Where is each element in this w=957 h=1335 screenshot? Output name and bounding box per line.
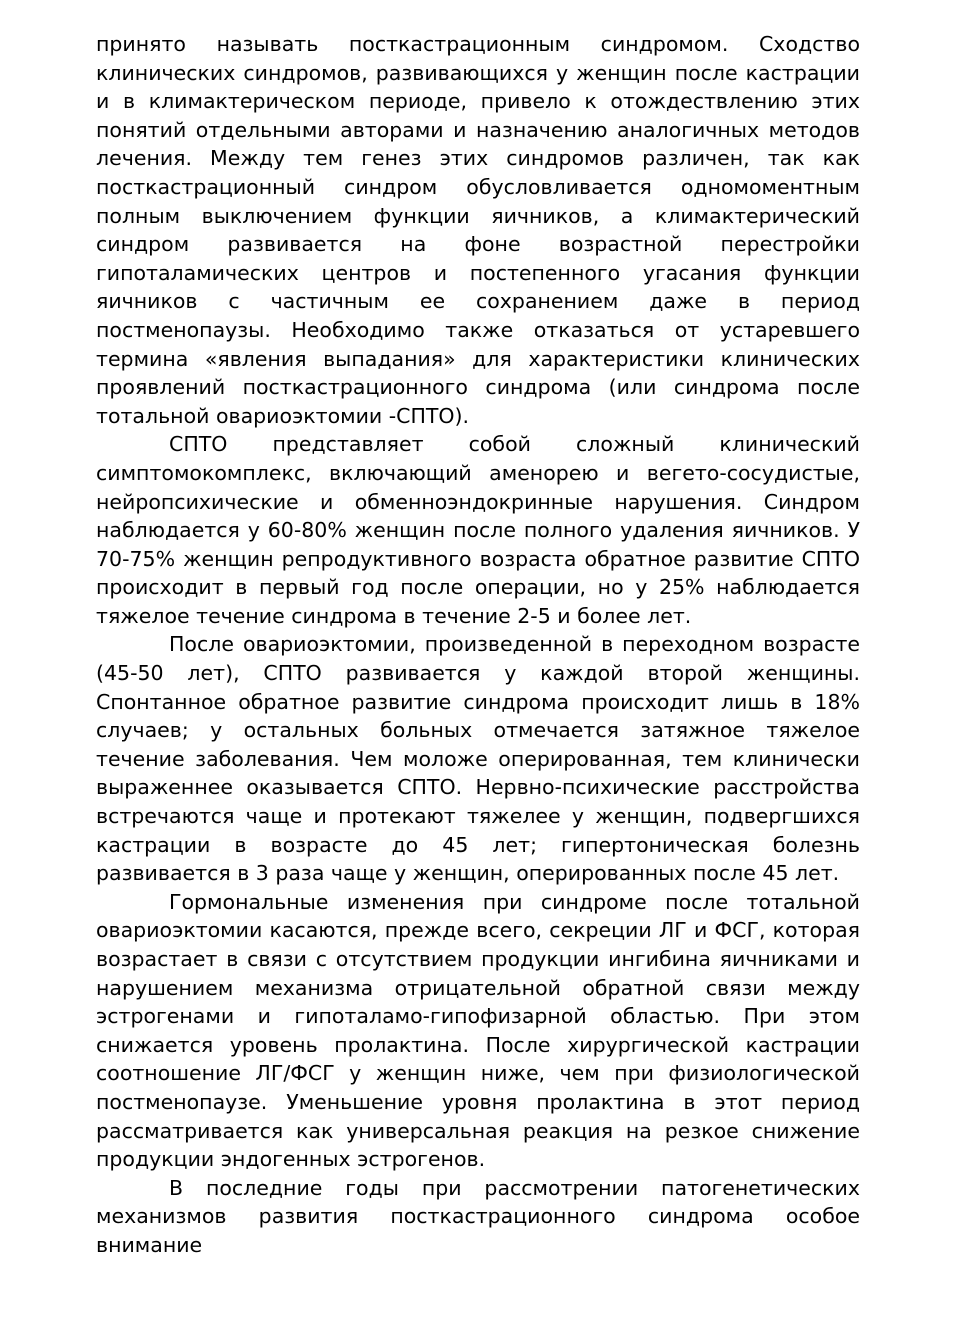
paragraph-3: После овариоэктомии, произведенной в переходном возрасте (45-50 лет), СПТО развивается у каждой второй женщины. Спонтанное обратное развитие синдрома происходит лишь в 18% случаев; у остальных больных отмечается затяжное тяжелое течение заболевания. Чем моложе оперированная, тем клинически выраженнее оказывается СПТО. Нервно-психические расстройства встречаются чаще и протекают тяжелее у женщин, подвергшихся кастрации в возрасте до 45 лет; гипертоническая болезнь развивается в 3 раза чаще у женщин, оперированных после 45 лет. bbox=[96, 632, 860, 886]
body-text bbox=[96, 30, 860, 1260]
paragraph-5: В последние годы при рассмотрении патогенетических механизмов развития посткастрационного синдрома особое внимание bbox=[96, 1175, 860, 1257]
paragraph-4: Гормональные изменения при синдроме после тотальной овариоэктомии касаются, прежде всего, секреции ЛГ и ФСГ, которая возрастает в связи с отсутствием продукции ингибина яичниками и нарушением механизма отрицательной обратной связи между эстрогенами и гипоталамо-гипофизарной областью. При этом снижается уровень пролактина. После хирургической кастрации соотношение ЛГ/ФСГ у женщин ниже, чем при физиологической постменопаузе. Уменьшение уровня пролактина в этот период рассматривается как универсальная реакция на резкое снижение продукции эндогенных эстрогенов. bbox=[96, 889, 860, 1172]
paragraph-2: СПТО представляет собой сложный клинический симптомокомплекс, включающий аменорею и вегето-сосудистые, нейропсихические и обменноэндокринные нарушения. Синдром наблюдается у 60-80% женщин после полного удаления яичников. У 70-75% женщин репродуктивного возраста обратное развитие СПТО происходит в первый год после операции, но у 25% наблюдается тяжелое течение синдрома в течение 2-5 и более лет. bbox=[96, 432, 860, 628]
paragraph-1: принято называть посткастрационным синдромом. Сходство клинических синдромов, развивающихся у женщин после кастрации и в климактерическом периоде, привело к отождествлению этих понятий отдельными авторами и назначению аналогичных методов лечения. Между тем генез этих синдромов различен, так как посткастрационный синдром обусловливается одномоментным полным выключением функции яичников, а климактерический синдром развивается на фоне возрастной перестройки гипоталамических центров и постепенного угасания функции яичников с частичным ее сохранением даже в период постменопаузы. Необходимо также отказаться от устаревшего термина «явления выпадания» для характеристики клинических проявлений посткастрационного синдрома (или синдрома после тотальной овариоэктомии -СПТО). bbox=[96, 32, 860, 428]
